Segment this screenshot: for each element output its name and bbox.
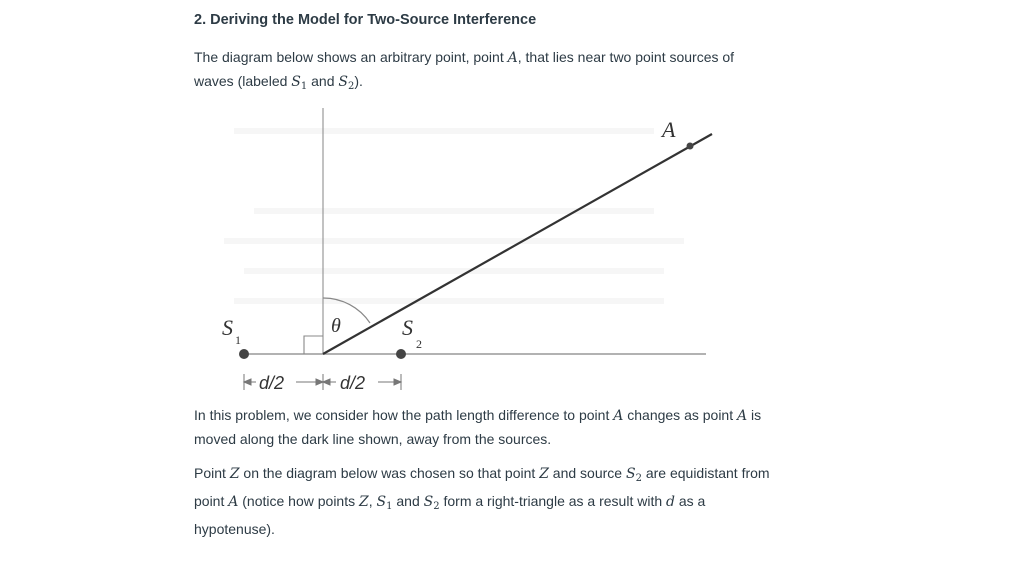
problem-paragraph: In this problem, we consider how the path length difference to point A changes as point A is moved along the dark line shown, away from the sources. [194, 407, 762, 447]
intro-paragraph [194, 46, 774, 98]
intro-text-a: The diagram below shows an arbitrary point, point [194, 49, 508, 65]
point-z-symbol: Z [539, 466, 549, 482]
scan-noise [224, 128, 684, 304]
intro-text-c: ). [354, 73, 363, 89]
label-a: A [662, 117, 676, 142]
d-symbol: d [666, 494, 675, 510]
point-a-symbol: A [228, 494, 239, 510]
point-z-symbol: Z [229, 466, 240, 482]
svg-text:2: 2 [416, 337, 422, 351]
s1-symbol: $S_1$ [291, 74, 308, 92]
point-a-symbol: A [737, 408, 748, 424]
s1-symbol: $S_1$ [376, 494, 393, 512]
s2-symbol: $S_2$ [423, 494, 440, 512]
intro-and: and [307, 73, 339, 89]
svg-text:1: 1 [235, 333, 241, 347]
source-s2-dot [396, 349, 406, 359]
label-d-half-right: d/2 [340, 373, 366, 393]
point-a-symbol: A [507, 50, 518, 66]
label-s1 [222, 315, 241, 347]
source-s1-dot [239, 349, 249, 359]
section-heading: 2. Deriving the Model for Two-Source Interference [194, 12, 537, 28]
s2-symbol: $S_2$ [625, 466, 642, 484]
interference-diagram [194, 108, 724, 398]
point-a-dot [687, 143, 694, 150]
right-angle-marker [304, 336, 323, 354]
label-s2 [402, 315, 422, 351]
svg-text:S: S [222, 315, 233, 340]
point-z-symbol: Z [359, 494, 369, 510]
label-theta: θ [331, 315, 341, 337]
intro-text-b: , that lies near two point sources of waves (labeled [194, 49, 735, 89]
point-z-paragraph: Point Z on the diagram below was chosen so that point Z and source $S_2$ are equidistant from point A (notice how points Z, $S_1$ and $S_2$ form a right-triangle as a result with d as a hypotenuse). [194, 465, 770, 537]
s2-symbol: $S_2$ [338, 74, 355, 92]
label-d-half-left: d/2 [259, 373, 285, 393]
point-a-symbol: A [613, 408, 624, 424]
svg-text:S: S [402, 315, 413, 340]
